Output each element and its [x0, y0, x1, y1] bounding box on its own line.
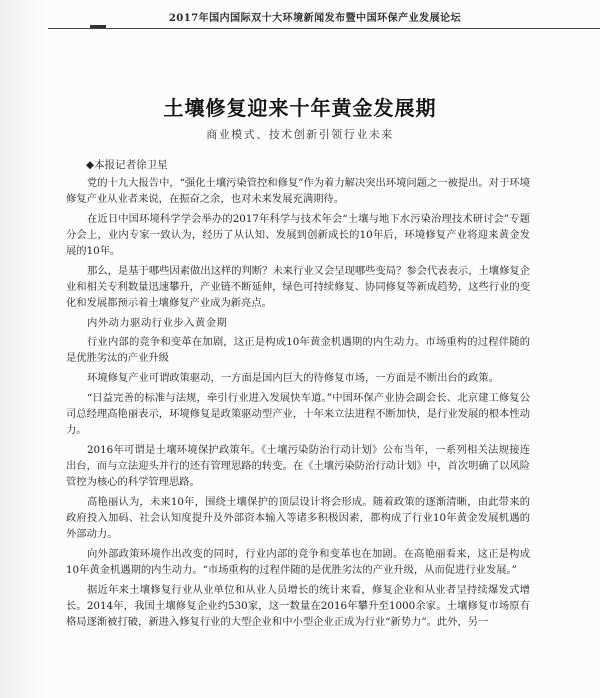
article-body	[66, 175, 530, 634]
article-title: 土壤修复迎来十年黄金发展期	[163, 96, 437, 120]
paragraph: 行业内部的竞争和变革在加剧，这正是构成10年黄金机遇期的内生动力。市场重构的过程伴随的是优胜劣汰的产业升级	[66, 336, 530, 364]
paragraph: 2016年可谓是土壤环境保护政策年。《土壤污染防治行动计划》公布当年，一系列相关法规接连出台，而与立法迎头并行的还有管理思路的转变。在《土壤污染防治行动计划》中，首次明确了以风险管控为核心的科学管理思路。	[66, 444, 530, 488]
article-subtitle: 商业模式、技术创新引领行业未来	[206, 128, 394, 141]
paragraph: 那么，是基于哪些因素做出这样的判断？未来行业又会呈现哪些变局？参会代表表示，土壤修复企业和相关专利数量迅速攀升，产业链不断延伸，绿色可持续修复、协同修复等新成趋势，这些行业的变化和发展都预示着土壤修复产业成为新亮点。	[66, 265, 530, 309]
running-header: 2017年国内国际双十大环境新闻发布暨中国环保产业发展论坛	[168, 13, 462, 24]
header-rule	[48, 28, 600, 29]
paragraph: 高艳丽认为，未来10年，围绕土壤保护的顶层设计将会形成。随着政策的逐渐清晰，由此带来的政府投入加码、社会认知度提升及外部资本输入等诸多积极因素，都构成了行业10年黄金发展机遇的外部动力。	[66, 496, 530, 540]
paragraph: “日益完善的标准与法规，牵引行业进入发展快车道。”中国环保产业协会副会长、北京建工修复公司总经理高艳丽表示，环境修复是政策驱动型产业，十年来立法进程不断加快，是行业发展的根本性动力。	[66, 392, 530, 436]
article-byline: ◆本报记者徐卫星	[86, 159, 168, 171]
paragraph: 党的十九大报告中，“强化土壤污染管控和修复”作为着力解决突出环境问题之一被提出。对于环境修复产业从业者来说，在振奋之余，也对未来发展充满期待。	[66, 177, 530, 205]
paragraph: 向外部政策环境作出改变的同时，行业内部的竞争和变革也在加剧。在高艳丽看来，这正是构成10年黄金机遇期的内生动力。“市场重构的过程伴随的是优胜劣汰的产业升级，从而促进行业发展。”	[66, 548, 530, 576]
paragraph: 据近年来土壤修复行业从业单位和从业人员增长的统计来看，修复企业和从业者呈持续爆发式增长。2014年，我国土壤修复企业约530家，这一数量在2016年攀升至1000余家。土壤修复市场原有格局逐渐被打破，新进入修复行业的大型企业和中小型企业正成为行业“新势力”。此外，另一	[66, 584, 530, 628]
paragraph: 在近日中国环境科学学会举办的2017年科学与技术年会“土壤与地下水污染治理技术研讨会”专题分会上，业内专家一致认为，经历了从认知、发展到创新成长的10年后，环境修复产业将迎来黄金发展的10年。	[66, 213, 530, 257]
section-heading: 内外动力驱动行业步入黄金期	[87, 317, 228, 329]
paragraph: 环境修复产业可谓政策驱动，一方面是国内巨大的待修复市场，一方面是不断出台的政策。	[87, 372, 499, 384]
